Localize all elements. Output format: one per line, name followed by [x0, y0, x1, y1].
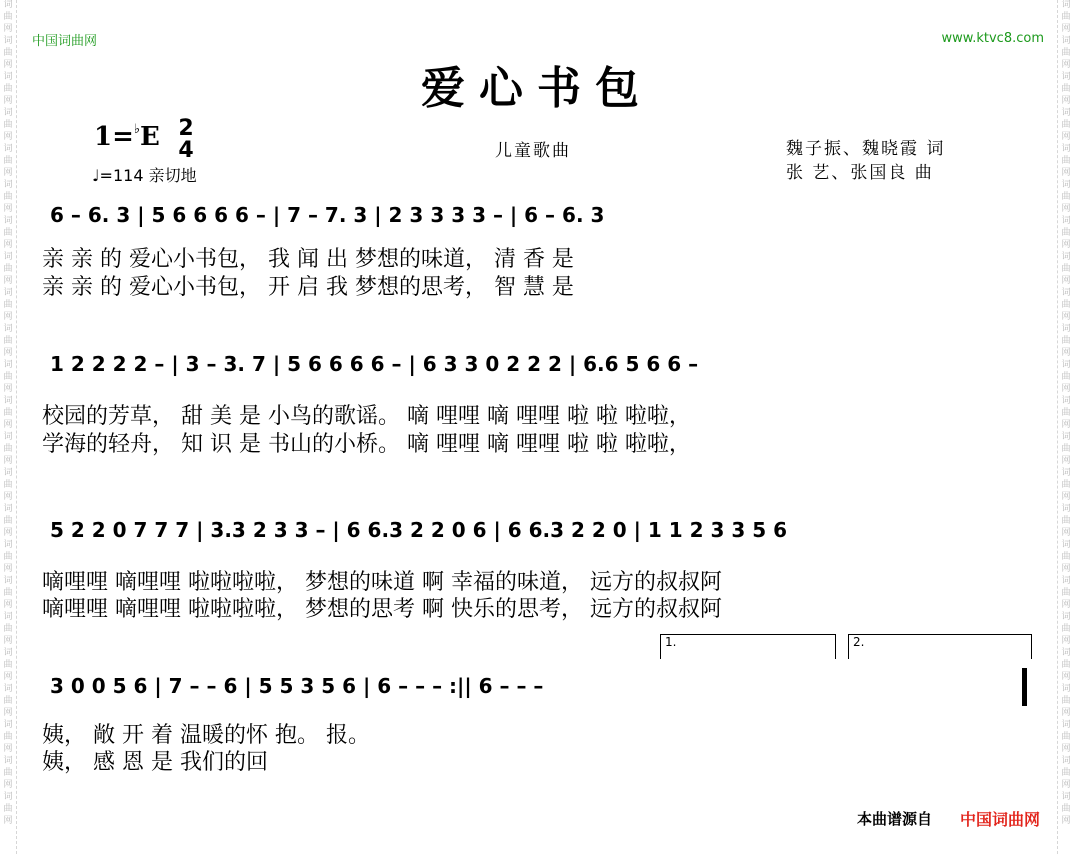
watermark-char: 曲: [3, 768, 13, 778]
watermark-char: 网: [3, 564, 13, 574]
watermark-char: 网: [3, 492, 13, 502]
watermark-char: 网: [3, 780, 13, 790]
watermark-char: 曲: [1061, 732, 1071, 742]
watermark-char: 曲: [1061, 804, 1071, 814]
watermark-char: 词: [3, 432, 13, 442]
second-ending-label: 2.: [853, 635, 865, 649]
watermark-char: 曲: [3, 372, 13, 382]
watermark-char: 网: [3, 60, 13, 70]
watermark-char: 曲: [3, 516, 13, 526]
watermark-char: 网: [3, 600, 13, 610]
watermark-char: 曲: [3, 408, 13, 418]
watermark-char: 网: [1061, 60, 1071, 70]
site-name-left[interactable]: 中国词曲网: [32, 34, 98, 49]
watermark-char: 网: [1061, 708, 1071, 718]
tempo-marking: ♩=114 亲切地: [92, 166, 197, 185]
score-row-1: 6 – 6. 3 | 5 6 6 6 6 – | 7 – 7. 3 | 2 3 3 3 3 – | 6 – 6. 3: [50, 203, 605, 227]
score-row-4: 3 0 0 5 6 | 7 – – 6 | 5 5 3 5 6 | 6 – – – :|| 6 – – –: [50, 674, 544, 698]
watermark-char: 词: [1061, 36, 1071, 46]
watermark-char: 曲: [3, 156, 13, 166]
watermark-char: 曲: [3, 480, 13, 490]
watermark-char: 曲: [3, 228, 13, 238]
watermark-char: 曲: [1061, 660, 1071, 670]
watermark-char: 网: [1061, 276, 1071, 286]
watermark-char: 词: [3, 576, 13, 586]
watermark-char: 曲: [3, 624, 13, 634]
score-row-2: 1 2 2 2 2 – | 3 – 3. 7 | 5 6 6 6 6 – | 6 3 3 0 2 2 2 | 6.6 5 6 6 –: [50, 352, 699, 376]
watermark-char: 曲: [3, 48, 13, 58]
watermark-char: 词: [1061, 180, 1071, 190]
watermark-char: 网: [1061, 24, 1071, 34]
watermark-char: 曲: [1061, 120, 1071, 130]
lyric-row-2-verse-2: 学海的轻舟， 知 识 是 书山的小桥。 嘀 哩哩 嘀 哩哩 啦 啦 啦啦，: [42, 432, 691, 457]
watermark-char: 词: [3, 180, 13, 190]
watermark-char: 曲: [3, 804, 13, 814]
watermark-char: 网: [3, 132, 13, 142]
watermark-char: 词: [3, 684, 13, 694]
lyricist-credit: 魏子振、魏晓霞 词: [786, 139, 946, 159]
watermark-char: 词: [3, 612, 13, 622]
watermark-char: 网: [3, 528, 13, 538]
watermark-char: 词: [1061, 576, 1071, 586]
right-watermark-strip: [1057, 0, 1074, 854]
second-ending-bracket: [848, 634, 1032, 659]
watermark-char: 网: [1061, 528, 1071, 538]
first-ending-label: 1.: [665, 635, 677, 649]
watermark-char: 网: [1061, 204, 1071, 214]
footer-source-label: 本曲谱源自: [856, 810, 932, 828]
watermark-char: 曲: [1061, 156, 1071, 166]
watermark-char: 词: [3, 108, 13, 118]
watermark-char: 词: [3, 504, 13, 514]
watermark-char: 词: [3, 756, 13, 766]
watermark-char: 网: [1061, 312, 1071, 322]
watermark-char: 网: [3, 204, 13, 214]
watermark-char: 曲: [3, 120, 13, 130]
time-bottom: 4: [178, 138, 194, 163]
watermark-char: 词: [1061, 432, 1071, 442]
watermark-char: 词: [1061, 252, 1071, 262]
watermark-char: 词: [3, 216, 13, 226]
watermark-char: 网: [1061, 132, 1071, 142]
watermark-char: 曲: [3, 696, 13, 706]
composer-credit: 张 艺、张国良 曲: [786, 163, 934, 183]
watermark-char: 词: [1061, 0, 1071, 10]
key-prefix: 1=: [94, 122, 134, 152]
watermark-char: 词: [1061, 360, 1071, 370]
watermark-char: 曲: [1061, 336, 1071, 346]
watermark-char: 词: [3, 468, 13, 478]
final-barline: [1022, 668, 1027, 706]
watermark-char: 网: [1061, 672, 1071, 682]
watermark-char: 曲: [1061, 696, 1071, 706]
watermark-char: 曲: [1061, 372, 1071, 382]
lyric-row-1-verse-1: 亲 亲 的 爱心小书包， 我 闻 出 梦想的味道， 清 香 是: [42, 247, 574, 272]
key-note: E: [140, 122, 160, 152]
watermark-char: 网: [3, 384, 13, 394]
watermark-char: 词: [1061, 540, 1071, 550]
watermark-char: 网: [3, 312, 13, 322]
watermark-char: 网: [1061, 780, 1071, 790]
watermark-char: 曲: [1061, 84, 1071, 94]
watermark-char: 词: [3, 144, 13, 154]
watermark-char: 词: [3, 252, 13, 262]
watermark-char: 词: [3, 396, 13, 406]
watermark-char: 词: [3, 360, 13, 370]
watermark-char: 词: [1061, 144, 1071, 154]
watermark-char: 词: [3, 288, 13, 298]
watermark-char: 曲: [1061, 552, 1071, 562]
key-signature: [94, 122, 160, 152]
watermark-char: 词: [1061, 324, 1071, 334]
watermark-char: 网: [3, 24, 13, 34]
lyric-row-4-verse-1: 姨， 敞 开 着 温暖的怀 抱。 报。: [42, 723, 370, 748]
watermark-char: 词: [1061, 108, 1071, 118]
time-top: 2: [178, 116, 194, 141]
first-ending-bracket: [660, 634, 836, 659]
watermark-char: 曲: [1061, 516, 1071, 526]
watermark-char: 词: [1061, 72, 1071, 82]
watermark-char: 词: [3, 72, 13, 82]
watermark-char: 曲: [1061, 192, 1071, 202]
watermark-char: 词: [1061, 468, 1071, 478]
watermark-char: 网: [1061, 96, 1071, 106]
watermark-char: 曲: [1061, 444, 1071, 454]
watermark-char: 网: [1061, 564, 1071, 574]
watermark-char: 网: [3, 168, 13, 178]
song-genre: 儿童歌曲: [495, 141, 571, 161]
lyric-row-3-verse-2: 嘀哩哩 嘀哩哩 啦啦啦啦， 梦想的思考 啊 快乐的思考， 远方的叔叔阿: [42, 597, 722, 622]
watermark-char: 网: [1061, 636, 1071, 646]
watermark-char: 词: [1061, 792, 1071, 802]
watermark-char: 网: [1061, 240, 1071, 250]
watermark-char: 词: [1061, 504, 1071, 514]
footer-site-link[interactable]: 中国词曲网: [959, 810, 1040, 829]
watermark-char: 曲: [3, 660, 13, 670]
watermark-char: 曲: [1061, 588, 1071, 598]
watermark-char: 网: [1061, 492, 1071, 502]
watermark-char: 词: [3, 720, 13, 730]
watermark-char: 网: [3, 744, 13, 754]
watermark-char: 曲: [1061, 228, 1071, 238]
watermark-char: 网: [1061, 168, 1071, 178]
watermark-char: 网: [1061, 600, 1071, 610]
watermark-char: 网: [3, 420, 13, 430]
watermark-char: 词: [1061, 612, 1071, 622]
watermark-char: 网: [3, 348, 13, 358]
watermark-char: 曲: [1061, 300, 1071, 310]
site-url-right[interactable]: www.ktvc8.com: [941, 31, 1044, 46]
watermark-char: 曲: [3, 300, 13, 310]
watermark-char: 网: [1061, 456, 1071, 466]
watermark-char: 网: [1061, 348, 1071, 358]
watermark-char: 曲: [1061, 768, 1071, 778]
watermark-char: 网: [3, 672, 13, 682]
watermark-char: 词: [1061, 684, 1071, 694]
watermark-char: 曲: [1061, 408, 1071, 418]
watermark-char: 曲: [1061, 480, 1071, 490]
watermark-char: 词: [1061, 648, 1071, 658]
watermark-char: 曲: [3, 552, 13, 562]
watermark-char: 网: [1061, 744, 1071, 754]
lyric-row-3-verse-1: 嘀哩哩 嘀哩哩 啦啦啦啦， 梦想的味道 啊 幸福的味道， 远方的叔叔阿: [42, 570, 722, 595]
watermark-char: 网: [3, 456, 13, 466]
watermark-char: 曲: [1061, 48, 1071, 58]
lyric-row-2-verse-1: 校园的芳草， 甜 美 是 小鸟的歌谣。 嘀 哩哩 嘀 哩哩 啦 啦 啦啦，: [42, 404, 691, 429]
watermark-char: 曲: [3, 264, 13, 274]
watermark-char: 词: [3, 792, 13, 802]
watermark-char: 词: [3, 0, 13, 10]
watermark-char: 曲: [3, 588, 13, 598]
watermark-char: 网: [3, 276, 13, 286]
score-row-3: 5 2 2 0 7 7 7 | 3.3 2 3 3 – | 6 6.3 2 2 0 6 | 6 6.3 2 2 0 | 1 1 2 3 3 5 6: [50, 518, 788, 542]
watermark-char: 词: [3, 324, 13, 334]
watermark-char: 曲: [3, 732, 13, 742]
watermark-char: 词: [3, 36, 13, 46]
watermark-char: 词: [1061, 396, 1071, 406]
watermark-char: 网: [3, 240, 13, 250]
watermark-char: 词: [1061, 756, 1071, 766]
watermark-char: 曲: [1061, 12, 1071, 22]
watermark-char: 网: [1061, 420, 1071, 430]
watermark-char: 曲: [3, 84, 13, 94]
watermark-char: 词: [3, 648, 13, 658]
watermark-char: 词: [3, 540, 13, 550]
song-title: 爱心书包: [421, 63, 653, 114]
watermark-char: 词: [1061, 288, 1071, 298]
watermark-char: 词: [1061, 216, 1071, 226]
lyric-row-4-verse-2: 姨， 感 恩 是 我们的回: [42, 750, 268, 775]
watermark-char: 曲: [1061, 624, 1071, 634]
lyric-row-1-verse-2: 亲 亲 的 爱心小书包， 开 启 我 梦想的思考， 智 慧 是: [42, 275, 574, 300]
watermark-char: 网: [1061, 384, 1071, 394]
watermark-char: 词: [1061, 720, 1071, 730]
watermark-char: 曲: [3, 192, 13, 202]
watermark-char: 网: [3, 96, 13, 106]
watermark-char: 曲: [3, 336, 13, 346]
watermark-char: 网: [3, 636, 13, 646]
flat-symbol: ♭: [133, 122, 141, 137]
watermark-char: 网: [3, 816, 13, 826]
watermark-char: 曲: [3, 444, 13, 454]
watermark-char: 网: [1061, 816, 1071, 826]
watermark-char: 曲: [1061, 264, 1071, 274]
watermark-char: 曲: [3, 12, 13, 22]
time-signature: [174, 118, 198, 162]
left-watermark-strip: [0, 0, 17, 854]
watermark-char: 网: [3, 708, 13, 718]
